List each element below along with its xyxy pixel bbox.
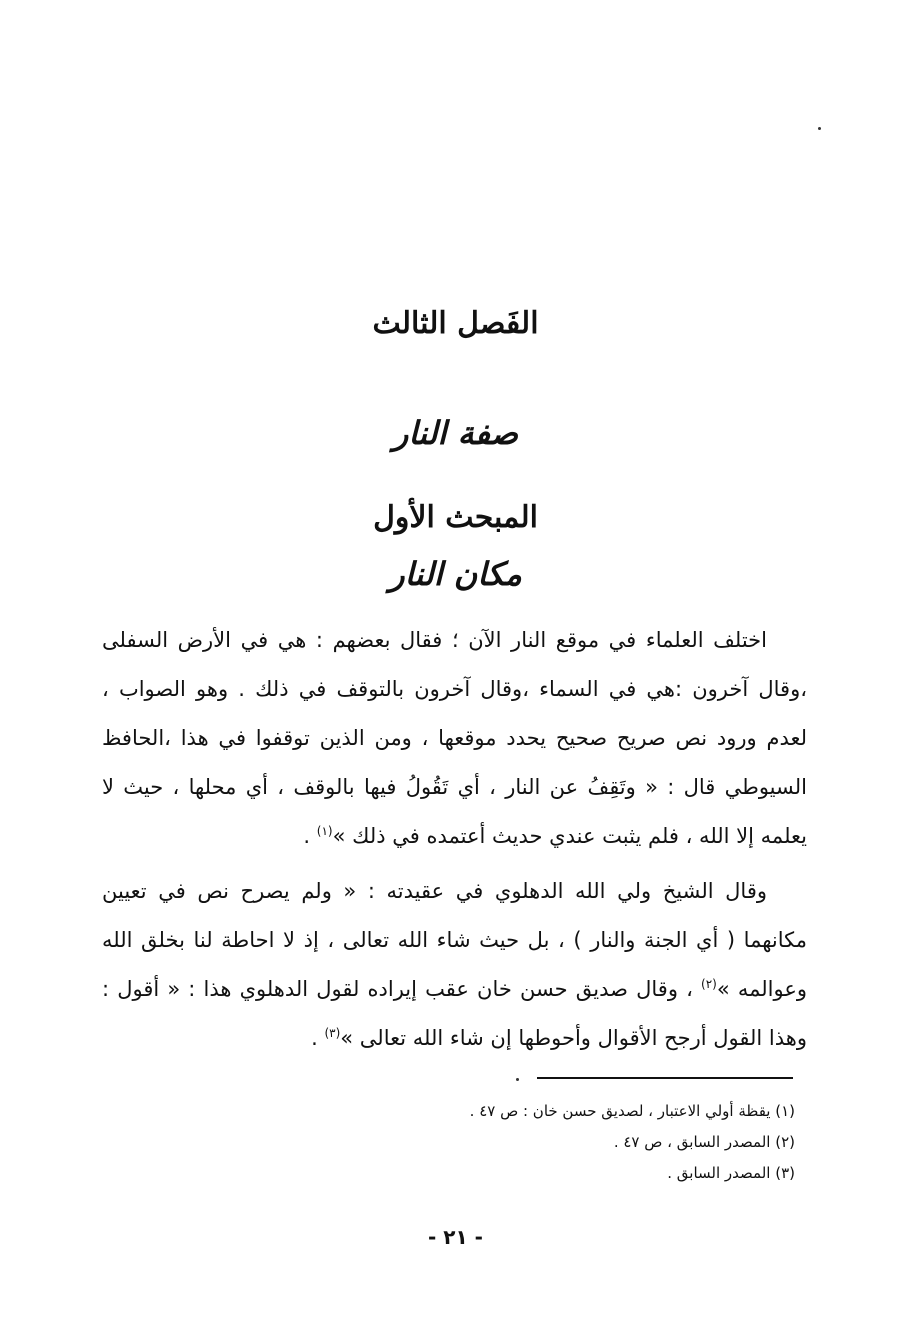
chapter-title: الفَصل الثالث — [372, 306, 539, 341]
paragraph-2-text-b: ، وقال صديق حسن خان عقب إيراده لقول الدهلوي هذا : « أقول : وهذا القول أرجح الأقوال وأحوطها إن شاء الله تعالى » — [102, 977, 807, 1050]
footnote-ref-3: (٣) — [324, 1026, 341, 1040]
footnote-divider — [537, 1077, 793, 1079]
chapter-subtitle: صفة النار — [392, 414, 519, 452]
footnotes — [155, 1096, 795, 1189]
page-number: - ٢١ - — [428, 1225, 483, 1249]
paragraph-2-end: . — [311, 1026, 325, 1050]
footnote-3: (٣) المصدر السابق . — [667, 1164, 795, 1182]
paragraph-2-text-a: وقال الشيخ ولي الله الدهلوي في عقيدته : « ولم يصرح نص في تعيين مكانهما ( أي الجنة والنار ) ، بل حيث شاء الله تعالى ، إذ لا احاطة لنا بخلق الله وعوالمه » — [102, 879, 807, 1001]
section-title: المبحث الأول — [373, 500, 538, 535]
footnote-1: (١) يقظة أولي الاعتبار ، لصديق حسن خان : ص ٤٧ . — [469, 1102, 795, 1120]
footnote-ref-1: (١) — [316, 824, 333, 838]
paragraph-1-end: . — [303, 824, 317, 848]
scan-speck — [516, 1078, 519, 1081]
footnote-ref-2: (٢) — [701, 977, 717, 991]
body-paragraph-1 — [102, 616, 807, 861]
section-subtitle: مكان النار — [389, 555, 522, 593]
paragraph-1-text: اختلف العلماء في موقع النار الآن ؛ فقال بعضهم : هي في الأرض السفلى ،وقال آخرون :هي في السماء ،وقال آخرون بالتوقف في ذلك . وهو الصواب ، لعدم ورود نص صريح صحيح يحدد موقعها ، ومن الذين توقفوا في هذا ،الحافظ السيوطي قال : « وتَقِفُ عن النار ، أي تَقُولُ فيها بالوقف ، أي محلها ، حيث لا يعلمه إلا الله ، فلم يثبت عندي حديث أعتمده في ذلك » — [102, 628, 807, 848]
scan-speck — [818, 127, 821, 130]
footnote-2: (٢) المصدر السابق ، ص ٤٧ . — [613, 1133, 795, 1151]
body-paragraph-2 — [102, 867, 807, 1063]
